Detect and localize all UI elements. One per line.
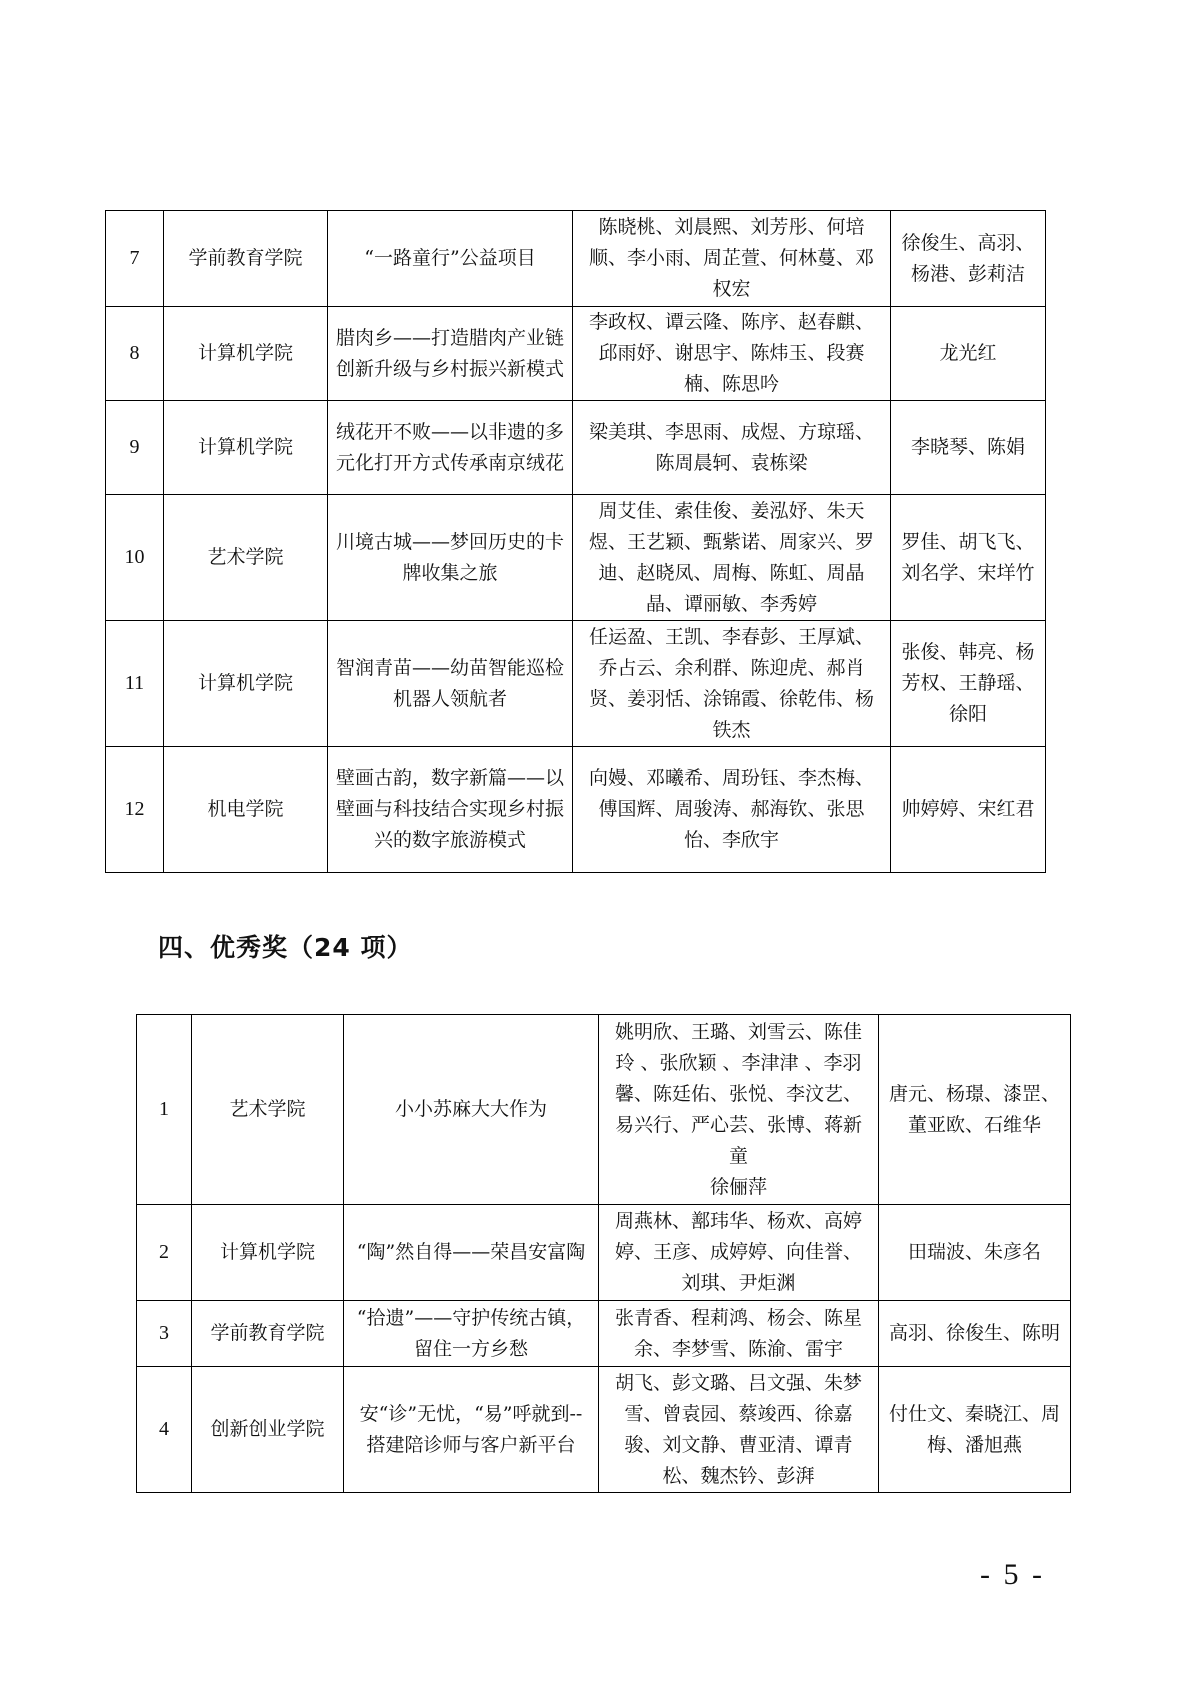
project-cell: “拾遗”——守护传统古镇，留住一方乡愁 — [344, 1301, 599, 1367]
college-cell: 艺术学院 — [164, 495, 328, 621]
members-list: 姚明欣、王璐、刘雪云、陈佳玲 、张欣颖 、李津津 、李羽馨、陈廷佑、张悦、李汶艺、易兴行、严心芸、张博、蒋新童 — [614, 1020, 862, 1167]
row-number: 4 — [137, 1367, 192, 1493]
award-table-top — [105, 210, 1046, 873]
college-cell: 计算机学院 — [164, 621, 328, 747]
members-cell: 周艾佳、索佳俊、姜泓妤、朱天煜、王艺颖、甄紫诺、周家兴、罗迪、赵晓凤、周梅、陈虹、周晶晶、谭丽敏、李秀婷 — [573, 495, 891, 621]
row-number: 10 — [106, 495, 164, 621]
college-cell: 机电学院 — [164, 747, 328, 873]
project-cell: 腊肉乡——打造腊肉产业链创新升级与乡村振兴新模式 — [328, 307, 573, 401]
row-number: 7 — [106, 211, 164, 307]
section-heading: 四、优秀奖（24 项） — [158, 933, 413, 962]
project-cell: “一路童行”公益项目 — [328, 211, 573, 307]
project-cell: 安“诊”无忧，“易”呼就到--搭建陪诊师与客户新平台 — [344, 1367, 599, 1493]
table-row — [106, 211, 1046, 307]
row-number: 3 — [137, 1301, 192, 1367]
project-cell: 智润青苗——幼苗智能巡检机器人领航者 — [328, 621, 573, 747]
award-table-bottom — [136, 1014, 1071, 1493]
row-number: 1 — [137, 1015, 192, 1205]
advisors-cell: 田瑞波、朱彦名 — [879, 1205, 1071, 1301]
advisors-cell: 张俊、韩亮、杨芳权、王静瑶、徐阳 — [891, 621, 1046, 747]
members-cell: 周燕林、鄯玮华、杨欢、高婷婷、王彦、成婷婷、向佳誉、刘琪、尹炬渊 — [599, 1205, 879, 1301]
project-cell: 川境古城——梦回历史的卡牌收集之旅 — [328, 495, 573, 621]
advisors-cell: 龙光红 — [891, 307, 1046, 401]
college-cell: 艺术学院 — [192, 1015, 344, 1205]
table-row — [106, 307, 1046, 401]
project-cell: 壁画古韵，数字新篇——以壁画与科技结合实现乡村振兴的数字旅游模式 — [328, 747, 573, 873]
advisors-cell: 徐俊生、高羽、杨港、彭莉洁 — [891, 211, 1046, 307]
members-extra: 徐俪萍 — [709, 1175, 767, 1198]
college-cell: 创新创业学院 — [192, 1367, 344, 1493]
table-row — [137, 1301, 1071, 1367]
members-cell: 李政权、谭云隆、陈序、赵春麒、邱雨妤、谢思宇、陈炜玉、段赛楠、陈思吟 — [573, 307, 891, 401]
college-cell: 计算机学院 — [164, 307, 328, 401]
row-number: 9 — [106, 401, 164, 495]
table-row — [137, 1015, 1071, 1205]
row-number: 12 — [106, 747, 164, 873]
members-cell: 张青香、程莉鸿、杨会、陈星余、李梦雪、陈渝、雷宇 — [599, 1301, 879, 1367]
members-cell: 梁美琪、李思雨、成煜、方琼瑶、陈周晨轲、袁栋梁 — [573, 401, 891, 495]
row-number: 8 — [106, 307, 164, 401]
college-cell: 学前教育学院 — [164, 211, 328, 307]
table-row — [106, 401, 1046, 495]
members-cell — [599, 1015, 879, 1205]
college-cell: 学前教育学院 — [192, 1301, 344, 1367]
row-number: 2 — [137, 1205, 192, 1301]
members-cell: 胡飞、彭文璐、吕文强、朱梦雪、曾袁园、蔡竣西、徐嘉骏、刘文静、曹亚清、谭青松、魏杰钤、彭湃 — [599, 1367, 879, 1493]
project-cell: 小小苏麻大大作为 — [344, 1015, 599, 1205]
row-number: 11 — [106, 621, 164, 747]
advisors-cell: 唐元、杨璟、漆罡、董亚欧、石维华 — [879, 1015, 1071, 1205]
members-cell: 向嫚、邓曦希、周玢钰、李杰梅、傅国辉、周骏涛、郝海钦、张思怡、李欣宇 — [573, 747, 891, 873]
advisors-cell: 高羽、徐俊生、陈明 — [879, 1301, 1071, 1367]
advisors-cell: 付仕文、秦晓江、周梅、潘旭燕 — [879, 1367, 1071, 1493]
table-row — [106, 747, 1046, 873]
table-row — [137, 1367, 1071, 1493]
college-cell: 计算机学院 — [164, 401, 328, 495]
page-number: - 5 - — [980, 1558, 1045, 1591]
table-row — [137, 1205, 1071, 1301]
advisors-cell: 罗佳、胡飞飞、刘名学、宋垟竹 — [891, 495, 1046, 621]
college-cell: 计算机学院 — [192, 1205, 344, 1301]
project-cell: 绒花开不败——以非遗的多元化打开方式传承南京绒花 — [328, 401, 573, 495]
advisors-cell: 帅婷婷、宋红君 — [891, 747, 1046, 873]
table-row — [106, 621, 1046, 747]
advisors-cell: 李晓琴、陈娟 — [891, 401, 1046, 495]
table-row — [106, 495, 1046, 621]
members-cell: 陈晓桃、刘晨熙、刘芳彤、何培顺、李小雨、周芷萱、何林蔓、邓权宏 — [573, 211, 891, 307]
members-cell: 任运盈、王凯、李春彭、王厚斌、乔占云、余利群、陈迎虎、郝肖贤、姜羽恬、涂锦霞、徐乾伟、杨铁杰 — [573, 621, 891, 747]
project-cell: “陶”然自得——荣昌安富陶 — [344, 1205, 599, 1301]
